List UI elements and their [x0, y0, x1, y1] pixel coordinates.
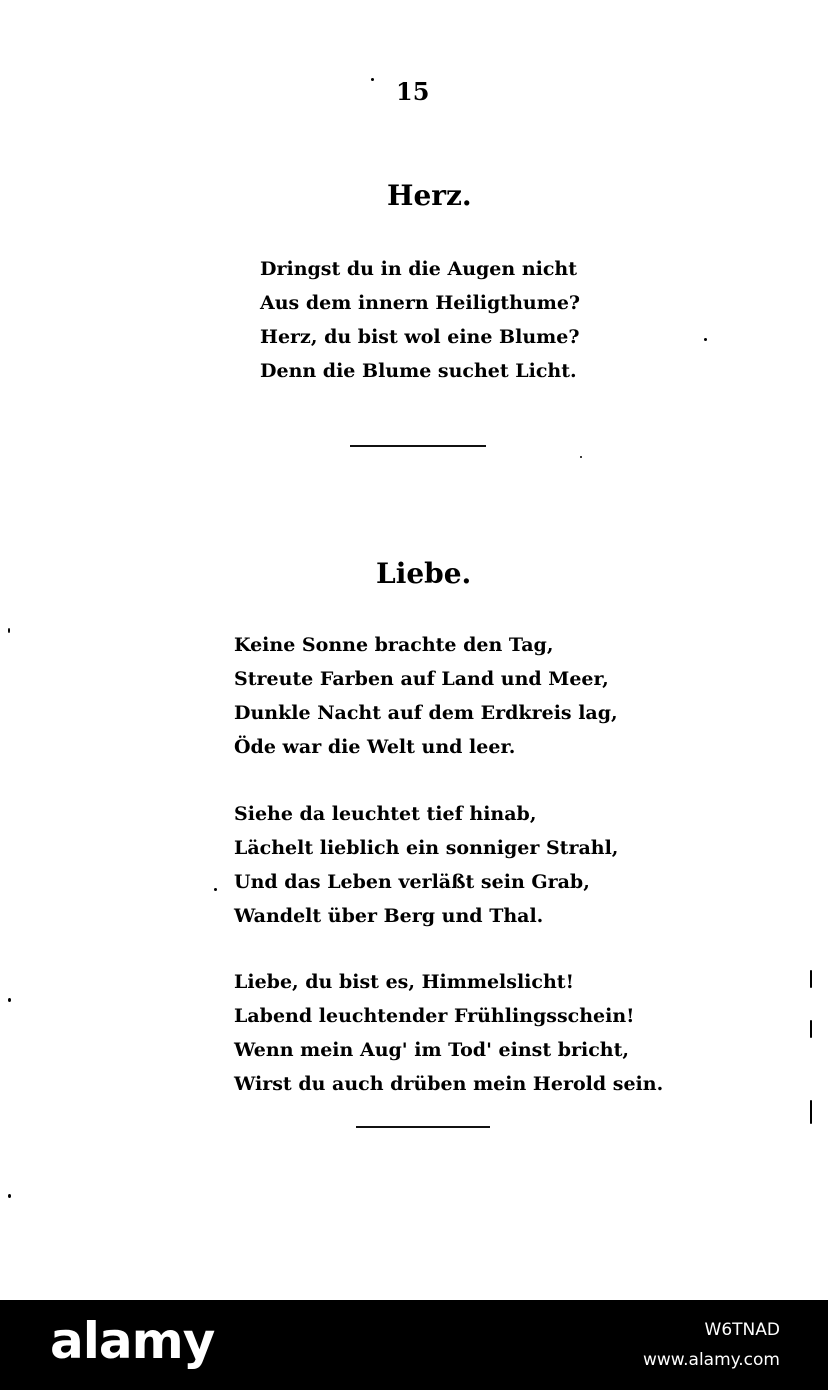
scan-speck — [580, 456, 582, 458]
poem-line: Und das Leben verläßt sein Grab, — [234, 871, 590, 893]
poem-title-liebe: Liebe. — [376, 557, 472, 590]
scan-speck — [214, 888, 217, 891]
poem-line: Denn die Blume suchet Licht. — [260, 360, 577, 382]
poem-line: Dunkle Nacht auf dem Erdkreis lag, — [234, 702, 618, 724]
scan-speck — [704, 338, 707, 341]
scan-speck — [8, 628, 10, 633]
poem-line: Wenn mein Aug' im Tod' einst bricht, — [234, 1039, 630, 1061]
poem-line: Herz, du bist wol eine Blume? — [260, 326, 580, 348]
alamy-logo: alamy — [50, 1312, 215, 1370]
section-divider — [356, 1126, 490, 1128]
poem-line: Streute Farben auf Land und Meer, — [234, 668, 609, 690]
page-number: 15 — [396, 77, 430, 106]
scan-speck — [810, 970, 812, 988]
scan-speck — [8, 1194, 11, 1198]
image-id: W6TNAD — [704, 1320, 780, 1340]
section-divider — [350, 445, 486, 447]
poem-stanza — [260, 252, 580, 388]
poem-line: Wirst du auch drüben mein Herold sein. — [234, 1073, 664, 1095]
poem-title-herz: Herz. — [387, 179, 472, 212]
poem-line: Liebe, du bist es, Himmelslicht! — [234, 971, 574, 993]
scan-speck — [810, 1100, 812, 1124]
poem-stanza — [234, 628, 618, 764]
poem-stanza — [234, 797, 618, 933]
scan-speck — [810, 1020, 812, 1038]
poem-line: Labend leuchtender Frühlingsschein! — [234, 1005, 635, 1027]
poem-stanza — [234, 965, 663, 1101]
poem-line: Wandelt über Berg und Thal. — [234, 905, 544, 927]
poem-line: Lächelt lieblich ein sonniger Strahl, — [234, 837, 619, 859]
poem-line: Keine Sonne brachte den Tag, — [234, 634, 554, 656]
watermark-bar — [0, 1300, 828, 1390]
scan-speck — [8, 998, 11, 1002]
scan-speck — [371, 78, 374, 81]
poem-line: Dringst du in die Augen nicht — [260, 258, 578, 280]
poem-line: Öde war die Welt und leer. — [234, 736, 516, 758]
poem-line: Siehe da leuchtet tief hinab, — [234, 803, 537, 825]
poem-line: Aus dem innern Heiligthume? — [260, 292, 581, 314]
watermark-url: www.alamy.com — [642, 1350, 780, 1370]
